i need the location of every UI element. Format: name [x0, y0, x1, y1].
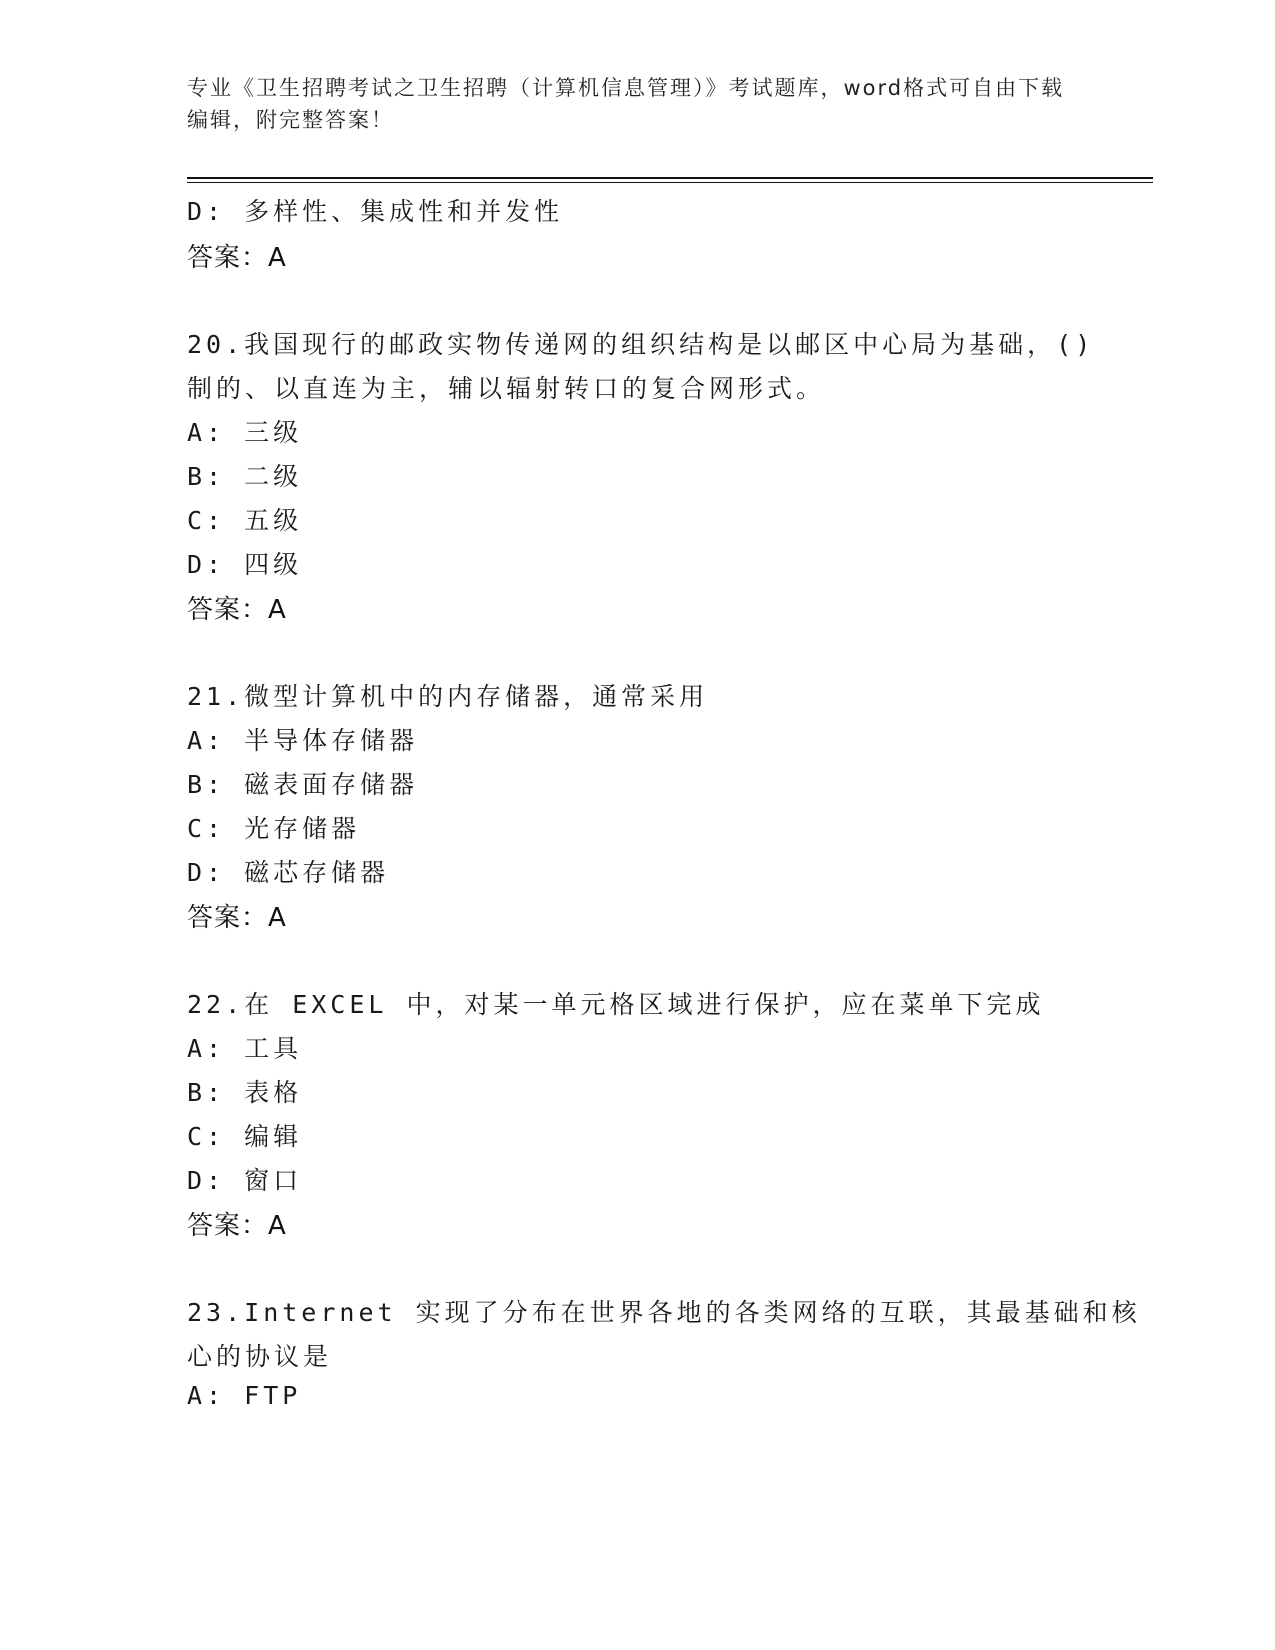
option-text: C: 光存储器: [187, 814, 361, 843]
question-text: 制的、以直连为主，辅以辐射转口的复合网形式。: [187, 374, 826, 403]
question-text: 20.我国现行的邮政实物传递网的组织结构是以邮区中心局为基础，(): [187, 330, 1095, 359]
question-text: 心的协议是: [187, 1342, 333, 1371]
option-text: B: 表格: [187, 1078, 303, 1107]
option-text: D: 窗口: [187, 1166, 303, 1195]
question-text: 22.在 EXCEL 中，对某一单元格区域进行保护，应在菜单下完成: [187, 990, 1045, 1019]
option-text: B: 二级: [187, 462, 303, 491]
question-text: 21.微型计算机中的内存储器，通常采用: [187, 682, 709, 711]
question-text: 23.Internet 实现了分布在世界各地的各类网络的互联，其最基础和核: [187, 1298, 1141, 1327]
option-text: C: 编辑: [187, 1122, 303, 1151]
header-divider-thick: [187, 177, 1153, 179]
option-text: C: 五级: [187, 506, 303, 535]
option-text: A: 工具: [187, 1034, 303, 1063]
answer-label: 答案：A: [187, 903, 287, 933]
document-header: 专业《卫生招聘考试之卫生招聘（计算机信息管理）》考试题库，word格式可自由下载编辑，附完整答案！: [187, 76, 1065, 132]
option-text: D: 磁芯存储器: [187, 858, 390, 887]
option-text: B: 磁表面存储器: [187, 770, 419, 799]
option-text: D: 多样性、集成性和并发性: [187, 197, 564, 226]
option-text: A: 三级: [187, 418, 303, 447]
option-text: A: 半导体存储器: [187, 726, 419, 755]
answer-label: 答案：A: [187, 595, 287, 625]
option-text: D: 四级: [187, 550, 303, 579]
answer-label: 答案：A: [187, 1211, 287, 1241]
answer-label: 答案：A: [187, 243, 287, 273]
option-text: A: FTP: [187, 1381, 302, 1410]
header-divider-thin: [187, 182, 1153, 183]
